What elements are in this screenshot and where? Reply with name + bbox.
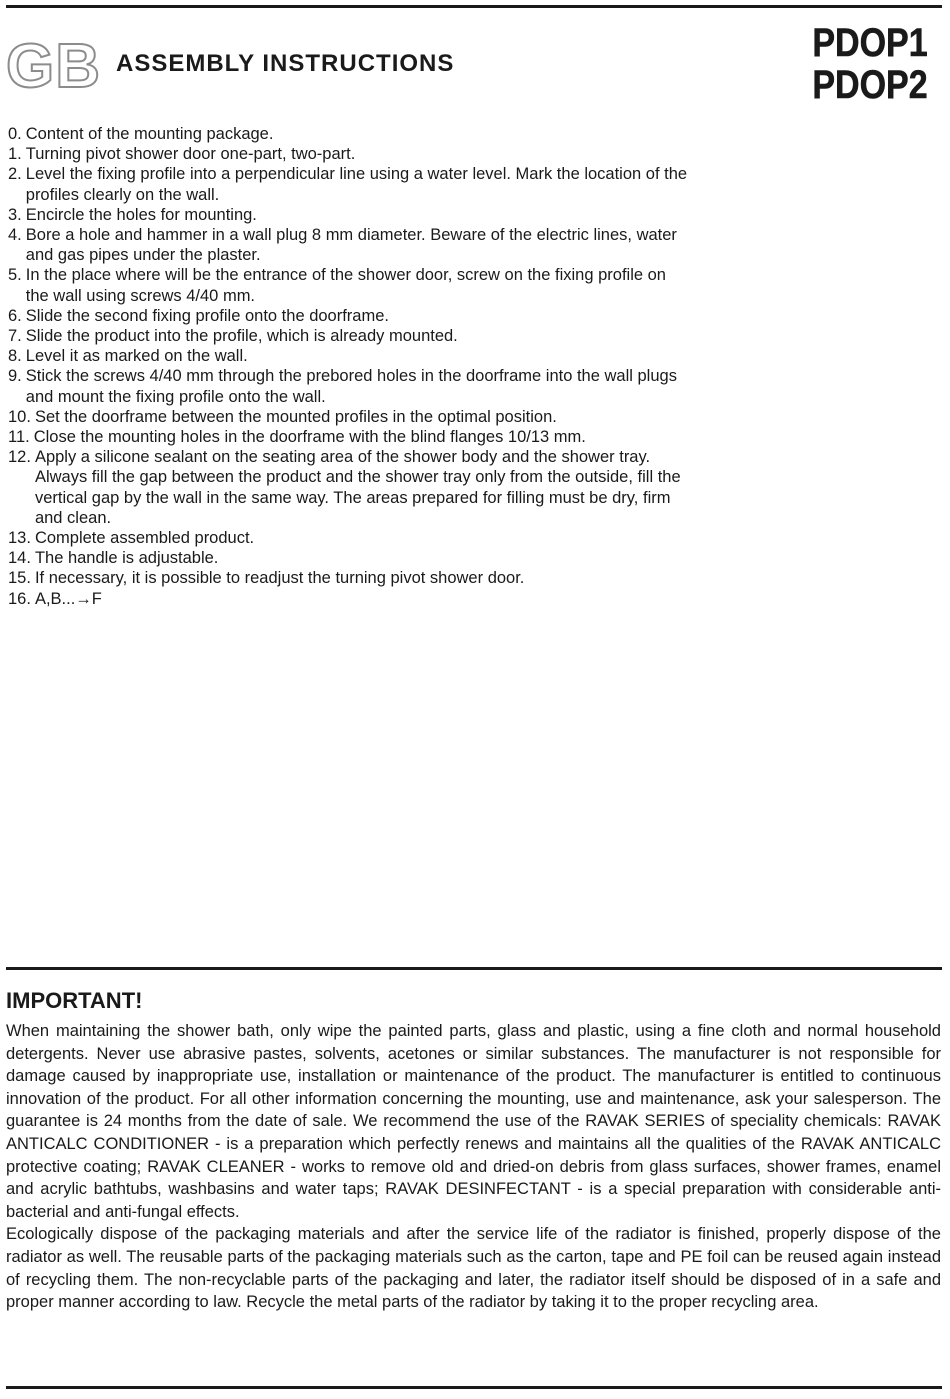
model-code-2: PDOP2 [812,63,928,107]
step-text: If necessary, it is possible to readjust the turning pivot shower door. [34,569,525,588]
list-item [8,164,688,204]
step-text: Encircle the holes for mounting. [25,205,257,224]
step-number: 10. [8,407,31,426]
step-text: Bore a hole and hammer in a wall plug 8 mm diameter. Beware of the electric lines, water and gas pipes under the plaster. [25,226,677,265]
step-text: A,B...→F [34,589,102,608]
list-item [8,144,688,164]
step-text: Apply a silicone sealant on the seating area of the shower body and the shower tray. Always fill the gap between the product and the shower tray only from the outside, fill the vertical gap by the wall in the same way. The areas prepared for filling must be dry, firm and clean. [34,448,681,527]
model-codes [813,22,928,106]
step-text: Level it as marked on the wall. [25,347,248,366]
list-item [8,225,688,265]
step-number: 0. [8,125,22,143]
list-item [8,306,688,326]
notice-paragraph-disposal: Ecologically dispose of the packaging materials and after the service life of the radiator is finished, properly dispose of the radiator as well. The reusable parts of the packaging materials such as the carton, tape and PE foil can be reused again instead of recycling them. The non-recyclable parts of the packaging and later, the radiator itself should be disposed of in a safe and proper manner according to law. Recycle the metal parts of the radiator by taking it to the proper recycling area. [6,1225,941,1312]
step-number: 13. [8,529,31,548]
step-number: 6. [8,306,22,325]
step-number: 1. [8,145,22,164]
step-number: 15. [8,569,31,588]
list-item [8,124,688,144]
notice-paragraph-maintenance: When maintaining the shower bath, only wipe the painted parts, glass and plastic, using a fine cloth and normal household detergents. Never use abrasive pastes, solvents, acetones or similar substances. The manufacturer is not responsible for damage caused by inappropriate use, installation or maintenance of the product. The manufacturer is entitled to continuous innovation of the product. For all other information concerning the mounting, use and maintenance, ask your salesperson. The guarantee is 24 months from the date of sale. We recommend the use of the RAVAK SERIES of speciality chemicals: RAVAK ANTICALC CONDITIONER - is a preparation which perfectly renews and maintains all the qualities of the RAVAK ANTICALC protective coating; RAVAK CLEANER - works to remove old and dried-on debris from glass surfaces, shower frames, enamel and acrylic bathtubs, washbasins and water taps; RAVAK DESINFECTANT - is a special preparation with considerable anti-bacterial and anti-fungal effects. [6,1022,941,1221]
step-number: 2. [8,165,22,184]
list-item [8,447,688,528]
list-item [8,528,688,548]
list-item [8,427,688,447]
step-number: 12. [8,448,31,467]
list-item [8,326,688,346]
step-number: 14. [8,549,31,568]
step-text: Slide the second fixing profile onto the doorframe. [25,306,389,325]
step-number: 8. [8,347,22,366]
list-item [8,265,688,305]
step-number: 5. [8,266,22,285]
list-item [8,366,688,406]
step-text: Level the fixing profile into a perpendicular line using a water level. Mark the location of the profiles clearly on the wall. [25,165,688,204]
important-notice [6,1020,941,1314]
language-code: GB [6,32,101,101]
model-code-1: PDOP1 [812,21,928,65]
step-text: Complete assembled product. [34,529,255,548]
step-text: The handle is adjustable. [34,549,219,568]
list-item [8,548,688,568]
important-heading: IMPORTANT! [6,988,143,1013]
step-number: 9. [8,367,22,386]
page-title: ASSEMBLY INSTRUCTIONS [116,50,455,77]
step-text: Turning pivot shower door one-part, two-part. [25,145,356,164]
list-item [8,346,688,366]
list-item [8,205,688,225]
list-item [8,568,688,588]
step-number: 11. [8,428,30,447]
top-rule [6,5,942,8]
step-text: Content of the mounting package. [25,125,274,143]
step-text: Stick the screws 4/40 mm through the prebored holes in the doorframe into the wall plugs and mount the fixing profile onto the wall. [25,367,677,406]
list-item [8,589,688,609]
step-number: 4. [8,226,22,245]
list-item [8,407,688,427]
step-text: Set the doorframe between the mounted profiles in the optimal position. [34,407,557,426]
step-number: 16. [8,589,31,608]
step-text: Slide the product into the profile, which is already mounted. [25,327,458,346]
bottom-rule [6,1386,942,1389]
step-number: 7. [8,327,22,346]
step-number: 3. [8,205,22,224]
section-divider [6,967,942,970]
step-text: Close the mounting holes in the doorframe with the blind flanges 10/13 mm. [33,428,586,447]
instruction-list [8,124,688,609]
step-text: In the place where will be the entrance of the shower door, screw on the fixing profile on the wall using screws 4/40 mm. [25,266,666,305]
